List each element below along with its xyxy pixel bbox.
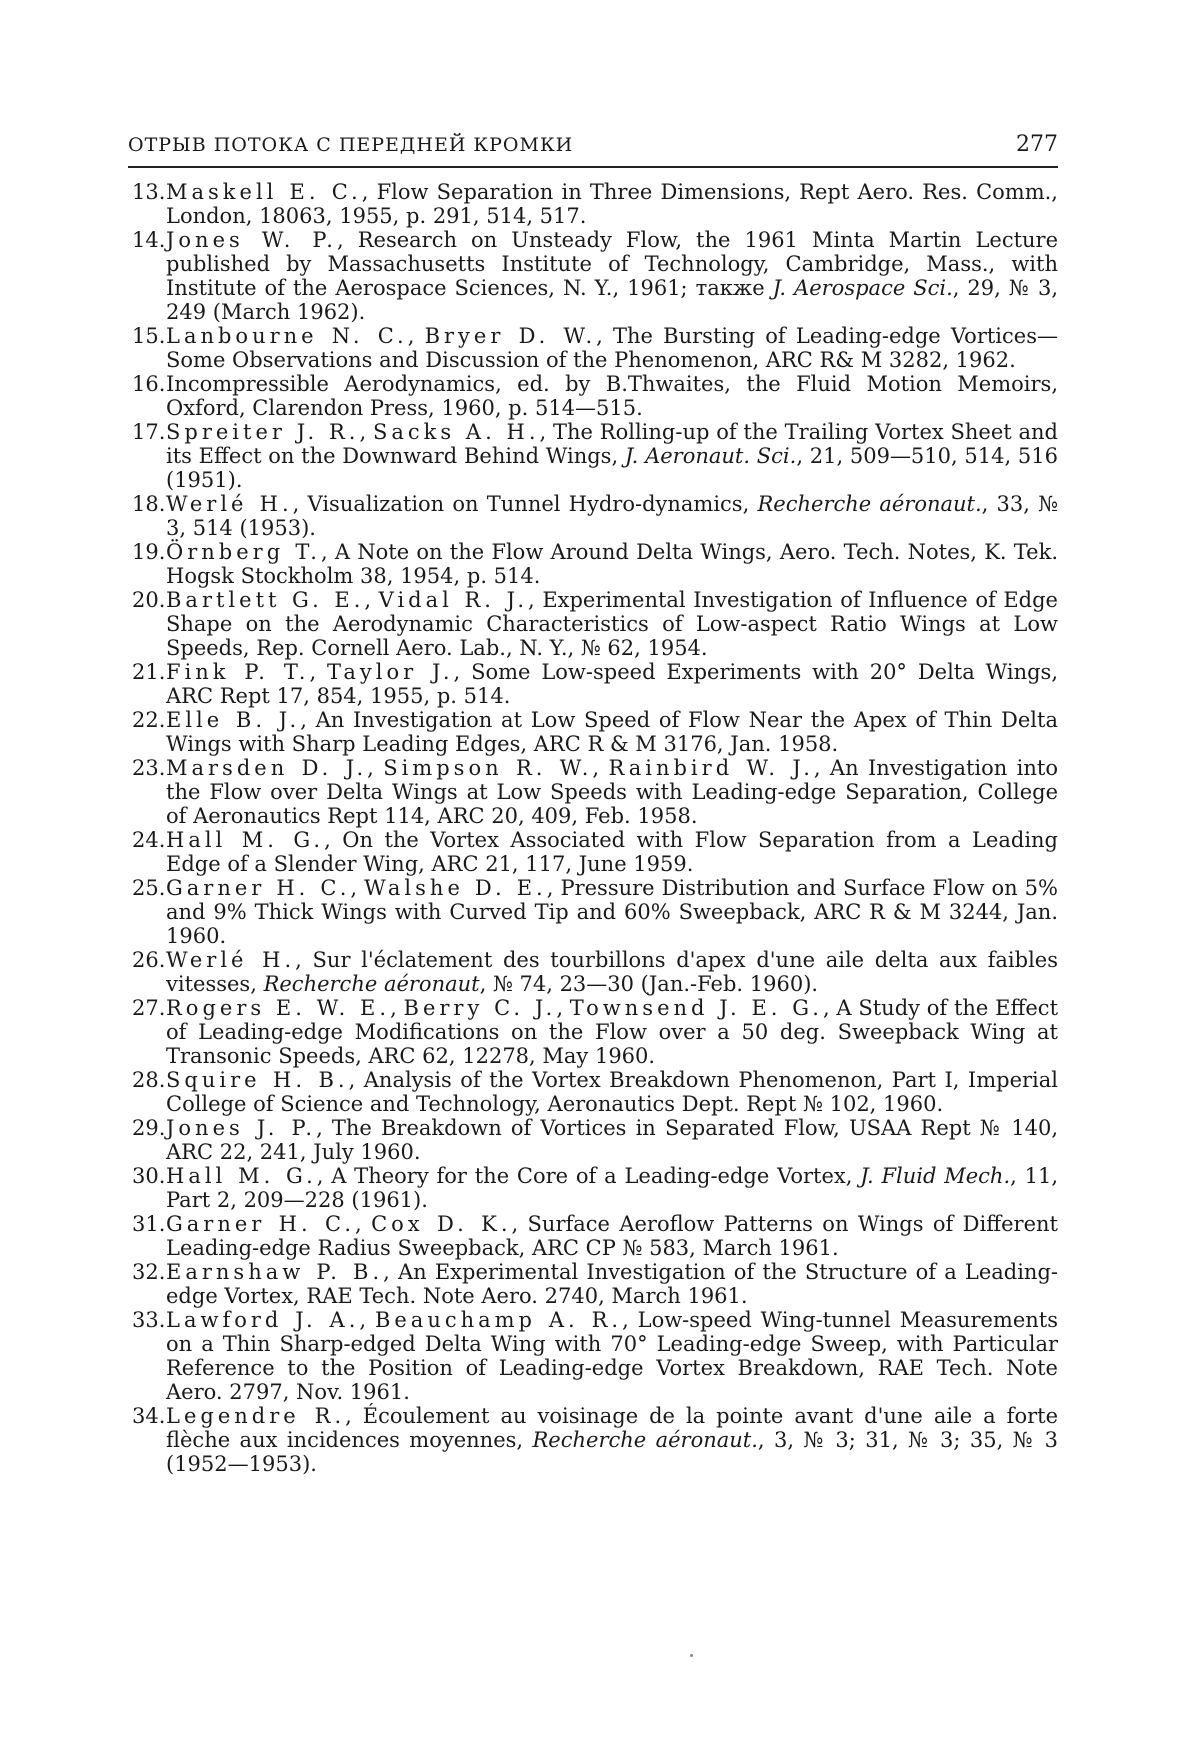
reference-text — [166, 708, 1058, 756]
reference-author: Lanbourne N. C. — [166, 324, 408, 348]
reference-segment: , A Note on the Flow Around Delta Wings, Aero. Tech. Notes, K. Tek. Hogsk Stockholm 38, 1954, p. 514. — [166, 540, 1059, 588]
reference-segment: , An Investigation at Low Speed of Flow Near the Apex of Thin Delta Wings with Sharp Leading Edges, ARC R & M 3176, Jan. 1958. — [166, 708, 1058, 756]
reference-author: Jones W. P. — [166, 228, 337, 252]
reference-author: Hall M. G. — [166, 1164, 317, 1188]
reference-number: 19. — [132, 540, 166, 564]
reference-author: Garner H. C. — [166, 1212, 356, 1236]
reference-segment: , The Breakdown of Vortices in Separated Flow, USAA Rept № 140, ARC 22, 241, July 1960. — [166, 1116, 1058, 1164]
reference-item — [132, 588, 1058, 660]
reference-item — [132, 660, 1058, 708]
reference-journal: J. Aeronaut. Sci. — [624, 444, 797, 468]
reference-journal: J. Fluid Mech. — [860, 1164, 1011, 1188]
reference-segment: , — [367, 756, 384, 780]
reference-item — [132, 948, 1058, 996]
reference-number: 29. — [132, 1116, 166, 1140]
reference-author: Maskell E. C. — [166, 180, 362, 204]
reference-segment: , The Rolling-up of the Trailing Vortex Sheet and its Effect on the Downward Behind Wings, — [166, 420, 1059, 468]
reference-segment: , On the Vortex Associated with Flow Separation from a Leading Edge of a Slender Wing, ARC 21, 117, June 1959. — [166, 828, 1058, 876]
reference-segment: , — [359, 420, 373, 444]
reference-segment: , Some Low-speed Experiments with 20° Delta Wings, ARC Rept 17, 854, 1955, p. 514. — [166, 660, 1058, 708]
reference-text — [166, 1164, 1058, 1212]
reference-text — [166, 876, 1058, 948]
reference-number: 25. — [132, 876, 166, 900]
reference-text — [166, 228, 1058, 324]
reference-item — [132, 1116, 1058, 1164]
reference-segment: , 3, № 3; 31, № 3; 35, № 3 (1952—1953). — [166, 1428, 1058, 1476]
running-title: ОТРЫВ ПОТОКА С ПЕРЕДНЕЙ КРОМКИ — [128, 134, 574, 156]
reference-text — [166, 660, 1058, 708]
reference-author: Squire H. B. — [166, 1068, 349, 1092]
reference-number: 27. — [132, 996, 166, 1020]
reference-list — [132, 180, 1058, 1476]
reference-segment: , An Investigation into the Flow over Delta Wings at Low Speeds with Leading-edge Separation, College of Aeronautics Rept 114, ARC 20, 409, Feb. 1958. — [166, 756, 1058, 828]
reference-number: 28. — [132, 1068, 166, 1092]
reference-text — [166, 1260, 1058, 1308]
reference-journal: Recherche aéronaut. — [757, 492, 982, 516]
reference-text — [166, 996, 1058, 1068]
running-header — [128, 132, 1058, 157]
reference-segment: , — [364, 588, 379, 612]
reference-text — [166, 1068, 1058, 1116]
reference-author: Taylor J. — [327, 660, 454, 684]
reference-text — [166, 1212, 1058, 1260]
reference-item — [132, 1212, 1058, 1260]
reference-author: Lawford J. A. — [166, 1308, 360, 1332]
reference-author: Rainbird W. J. — [608, 756, 814, 780]
reference-text — [166, 420, 1058, 492]
reference-segment: , 33, № 3, 514 (1953). — [166, 492, 1058, 540]
reference-segment: , An Experimental Investigation of the Structure of a Leading-edge Vortex, RAE Tech. Note Aero. 2740, March 1961. — [166, 1260, 1058, 1308]
reference-segment: , The Bursting of Leading-edge Vortices—Some Observations and Discussion of the Phenomenon, ARC R& M 3282, 1962. — [166, 324, 1058, 372]
reference-item — [132, 996, 1058, 1068]
reference-text — [166, 1404, 1058, 1476]
reference-segment: , 21, 509—510, 514, 516 (1951). — [166, 444, 1058, 492]
reference-author: Werlé H. — [166, 948, 296, 972]
reference-author: Spreiter J. R. — [166, 420, 360, 444]
reference-text — [166, 324, 1058, 372]
reference-item — [132, 180, 1058, 228]
reference-number: 24. — [132, 828, 166, 852]
reference-author: Walshe D. E. — [364, 876, 547, 900]
reference-segment: , Flow Separation in Three Dimensions, Rept Aero. Res. Comm., London, 18063, 1955, p. 291, 514, 517. — [166, 180, 1058, 228]
reference-segment: , Visualization on Tunnel Hydro-dynamics, — [292, 492, 758, 516]
reference-number: 21. — [132, 660, 166, 684]
reference-segment: , — [390, 996, 404, 1020]
reference-item — [132, 540, 1058, 588]
reference-item — [132, 1068, 1058, 1116]
reference-text — [166, 492, 1058, 540]
reference-number: 16. — [132, 372, 166, 396]
reference-item — [132, 492, 1058, 540]
reference-item — [132, 1260, 1058, 1308]
reference-segment: , — [556, 996, 570, 1020]
reference-segment: , Experimental Investigation of Influence of Edge Shape on the Aerodynamic Characteristics of Low-aspect Ratio Wings at Low Speeds, Rep. Cornell Aero. Lab., N. Y., № 62, 1954. — [166, 588, 1058, 660]
reference-number: 31. — [132, 1212, 166, 1236]
reference-item — [132, 828, 1058, 876]
reference-segment: , A Study of the Effect of Leading-edge Modifications on the Flow over a 50 deg. Sweepback Wing at Transonic Speeds, ARC 62, 12278, May 1960. — [166, 996, 1059, 1068]
reference-segment: , Écoulement au voisinage de la pointe avant d'une aile a forte flèche aux incidences moyennes, — [166, 1404, 1058, 1452]
reference-number: 33. — [132, 1308, 166, 1332]
reference-text — [166, 588, 1058, 660]
reference-text — [166, 756, 1058, 828]
page-speck — [690, 1654, 693, 1657]
reference-author: Berry C. J. — [403, 996, 557, 1020]
reference-number: 32. — [132, 1260, 166, 1284]
reference-text — [166, 540, 1058, 588]
reference-author: Cox D. K. — [371, 1212, 512, 1236]
reference-segment: , — [350, 876, 365, 900]
reference-author: Bartlett G. E. — [166, 588, 365, 612]
reference-item — [132, 324, 1058, 372]
reference-author: Simpson R. W. — [383, 756, 593, 780]
reference-segment: , 29, № 3, 249 (March 1962). — [166, 276, 1059, 324]
reference-author: Sacks A. H. — [372, 420, 540, 444]
reference-item — [132, 228, 1058, 324]
reference-author: Hall M. G. — [166, 828, 325, 852]
reference-segment: , — [309, 660, 328, 684]
reference-author: Fink P. T. — [166, 660, 310, 684]
reference-item — [132, 1404, 1058, 1476]
header-rule — [128, 166, 1058, 168]
reference-number: 20. — [132, 588, 166, 612]
reference-author: Beauchamp A. R. — [374, 1308, 623, 1332]
reference-author: Townsend J. E. G. — [569, 996, 823, 1020]
reference-number: 17. — [132, 420, 166, 444]
reference-number: 18. — [132, 492, 166, 516]
reference-author: Marsden D. J. — [166, 756, 368, 780]
reference-author: Örnberg T. — [166, 540, 321, 564]
reference-segment: , Low-speed Wing-tunnel Measurements on a Thin Sharp-edged Delta Wing with 70° Leading-edge Sweep, with Particular Reference to the Position of Leading-edge Vortex Breakdown, RAE Tech. Note Aero. 2797, Nov. 1961. — [166, 1308, 1058, 1404]
reference-item — [132, 1164, 1058, 1212]
reference-item — [132, 708, 1058, 756]
reference-item — [132, 876, 1058, 948]
reference-author: Vidal R. J. — [378, 588, 529, 612]
reference-author: Garner H. C. — [166, 876, 351, 900]
reference-item — [132, 372, 1058, 420]
reference-segment: Incompressible Aerodynamics, ed. by B.Thwaites, the Fluid Motion Memoirs, Oxford, Clarendon Press, 1960, p. 514—515. — [166, 372, 1058, 420]
reference-author: Werlé H. — [166, 492, 293, 516]
reference-item — [132, 1308, 1058, 1404]
reference-text — [166, 828, 1058, 876]
reference-segment: , № 74, 23—30 (Jan.-Feb. 1960). — [479, 972, 819, 996]
reference-journal: J. Aerospace Sci. — [772, 276, 953, 300]
reference-author: Elle B. J. — [166, 708, 301, 732]
reference-author: Rogers E. W. E. — [166, 996, 391, 1020]
reference-segment: , — [355, 1212, 372, 1236]
reference-segment: , A Theory for the Core of a Leading-edge Vortex, — [316, 1164, 861, 1188]
reference-number: 14. — [132, 228, 166, 252]
reference-number: 34. — [132, 1404, 166, 1428]
reference-journal: Recherche aéronaut. — [532, 1428, 758, 1452]
reference-author: Legendre R. — [166, 1404, 346, 1428]
reference-number: 23. — [132, 756, 166, 780]
reference-text — [166, 180, 1058, 228]
reference-segment: , Sur l'éclatement des tourbillons d'apex d'une aile delta aux faibles vitesses, — [166, 948, 1058, 996]
reference-number: 15. — [132, 324, 166, 348]
reference-number: 30. — [132, 1164, 166, 1188]
reference-segment: , — [359, 1308, 375, 1332]
reference-author: Jones J. P. — [166, 1116, 317, 1140]
reference-number: 22. — [132, 708, 166, 732]
reference-item — [132, 756, 1058, 828]
reference-item — [132, 420, 1058, 492]
reference-author: Earnshaw P. B. — [166, 1260, 384, 1284]
reference-segment: , Research on Unsteady Flow, the 1961 Minta Martin Lecture published by Massachusetts Institute of Technology, Cambridge, Mass., with Institute of the Aerospace Sciences, N. Y., 1961; также — [166, 228, 1059, 300]
reference-text — [166, 948, 1058, 996]
reference-number: 26. — [132, 948, 166, 972]
reference-segment: , Pressure Distribution and Surface Flow on 5% and 9% Thick Wings with Curved Tip and 60% Sweepback, ARC R & M 3244, Jan. 1960. — [166, 876, 1058, 948]
reference-segment: , — [407, 324, 425, 348]
reference-segment: , 11, Part 2, 209—228 (1961). — [166, 1164, 1059, 1212]
reference-text — [166, 1116, 1058, 1164]
page-number: 277 — [1016, 132, 1058, 157]
reference-author: Bryer D. W. — [424, 324, 597, 348]
reference-text — [166, 1308, 1058, 1404]
reference-journal: Recherche aéronaut — [263, 972, 480, 996]
reference-segment: , Analysis of the Vortex Breakdown Phenomenon, Part I, Imperial College of Science and Technology, Aeronautics Dept. Rept № 102, 1960. — [166, 1068, 1058, 1116]
reference-text — [166, 372, 1058, 420]
reference-segment: , Surface Aeroflow Patterns on Wings of Different Leading-edge Radius Sweepback, ARC CP № 583, March 1961. — [166, 1212, 1058, 1260]
reference-number: 13. — [132, 180, 166, 204]
reference-segment: , — [592, 756, 609, 780]
